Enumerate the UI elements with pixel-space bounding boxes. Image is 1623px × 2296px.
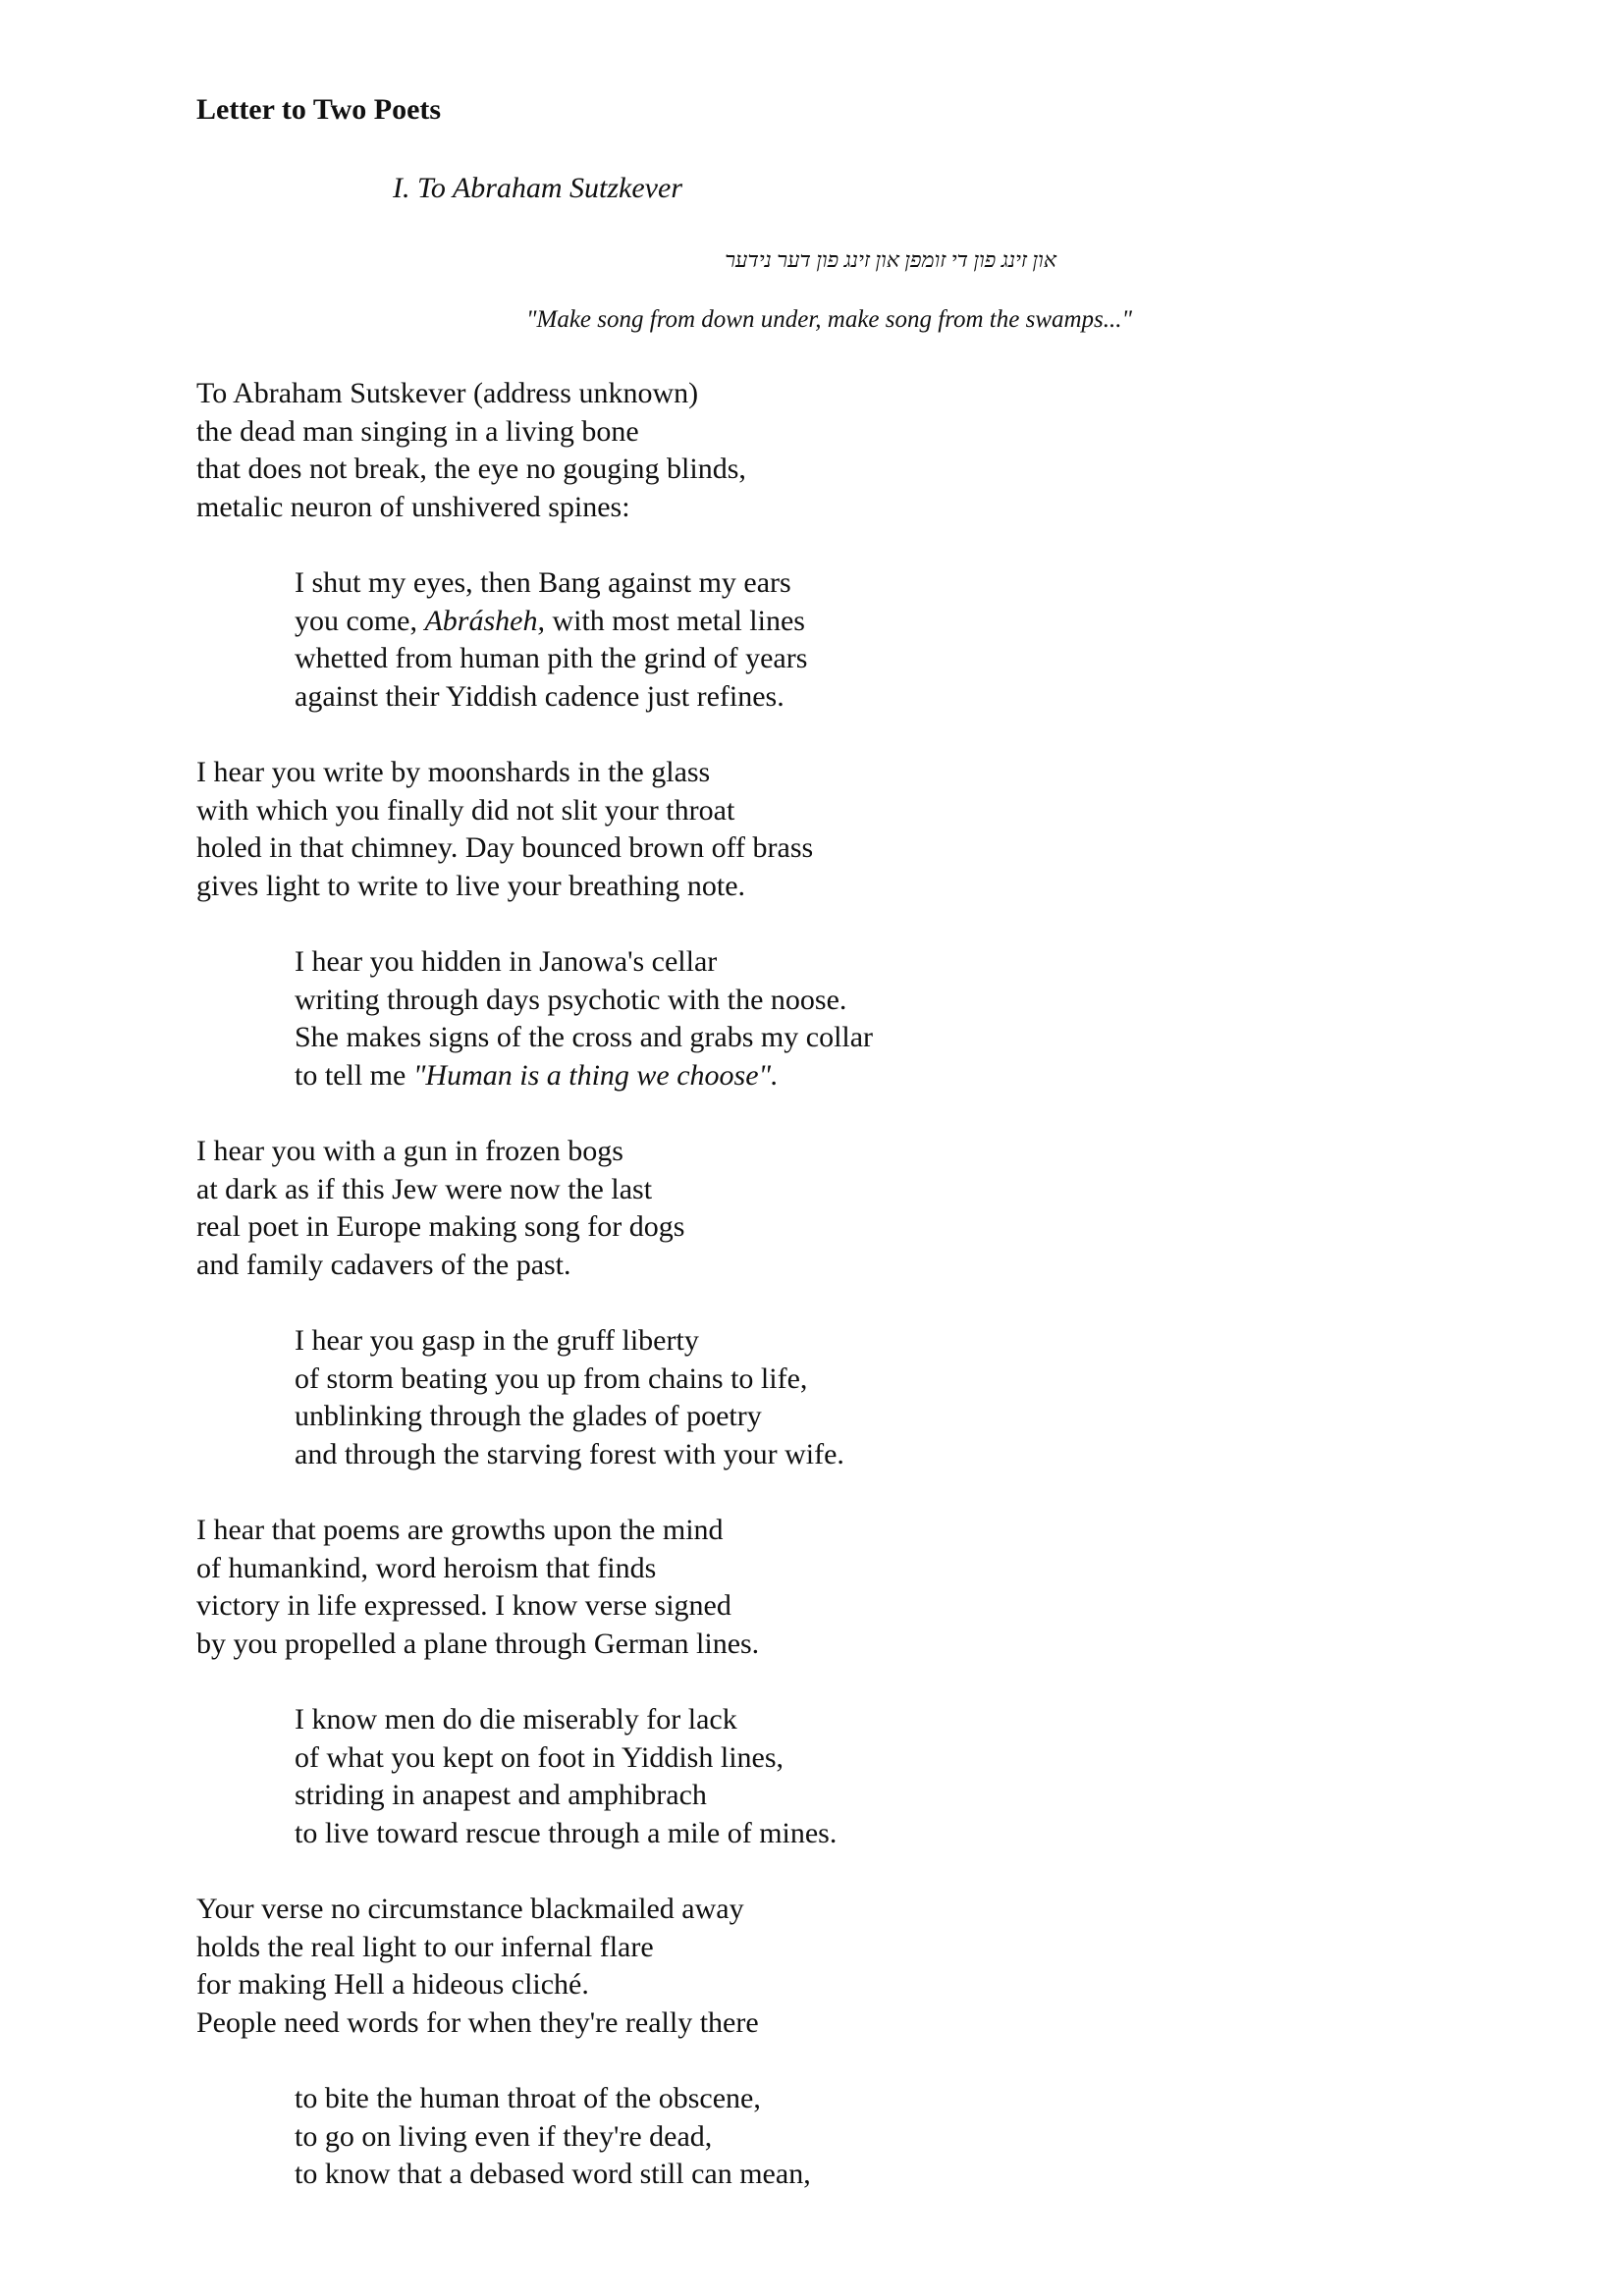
stanza-8	[295, 1701, 837, 1852]
stanza-line: to live toward rescue through a mile of mines.	[295, 1816, 838, 1849]
epigraph-english: "Make song from down under, make song from the swamps..."	[526, 306, 1133, 333]
line-segment: with most metal lines	[552, 604, 805, 637]
stanza-line: To Abraham Sutskever (address unknown)	[196, 377, 699, 409]
italic-name: Abrásheh,	[424, 604, 545, 637]
stanza-line: striding in anapest and amphibrach	[295, 1779, 707, 1812]
stanza-line: I shut my eyes, then Bang against my ears	[295, 566, 791, 599]
stanza-line: I know men do die miserably for lack	[295, 1703, 737, 1735]
stanza-line: I hear you write by moonshards in the glass	[196, 756, 711, 788]
stanza-5	[196, 1133, 684, 1284]
stanza-line: People need words for when they're really there	[196, 2005, 759, 2039]
stanza-line	[295, 1057, 873, 1095]
stanza-line: She makes signs of the cross and grabs my collar	[295, 1021, 874, 1054]
stanza-6	[295, 1322, 844, 1473]
stanza-line: real poet in Europe making song for dogs	[196, 1210, 685, 1244]
stanza-line: gives light to write to live your breathing note.	[196, 869, 746, 902]
stanza-9	[196, 1891, 759, 2042]
line-segment: to tell me	[295, 1058, 406, 1092]
stanza-line: victory in life expressed. I know verse signed	[196, 1589, 731, 1623]
stanza-line: of storm beating you up from chains to life,	[295, 1362, 808, 1395]
stanza-line: unblinking through the glades of poetry	[295, 1400, 762, 1433]
stanza-line: I hear that poems are growths upon the mind	[196, 1514, 724, 1546]
stanza-line: by you propelled a plane through German lines.	[196, 1627, 760, 1660]
line-segment: you come,	[295, 604, 417, 637]
stanza-line: whetted from human pith the grind of years	[295, 642, 808, 675]
epigraph-yiddish: און זינג פון די זומפן און זינג פון דער נידער	[725, 247, 1056, 272]
stanza-7	[196, 1512, 759, 1663]
stanza-line: I hear you gasp in the gruff liberty	[295, 1324, 699, 1357]
stanza-4	[295, 943, 873, 1095]
stanza-line: to know that a debased word still can mean,	[295, 2158, 811, 2191]
stanza-line: and family cadavers of the past.	[196, 1248, 571, 1281]
stanza-line: Your verse no circumstance blackmailed away	[196, 1893, 744, 1925]
stanza-line: against their Yiddish cadence just refines.	[295, 679, 784, 713]
stanza-line: to go on living even if they're dead,	[295, 2119, 713, 2153]
poem-title: Letter to Two Poets	[196, 93, 442, 126]
poem-subtitle: I. To Abraham Sutzkever	[393, 172, 682, 204]
stanza-3	[196, 754, 813, 905]
stanza-line: metalic neuron of unshivered spines:	[196, 490, 630, 523]
stanza-line	[295, 603, 807, 641]
stanza-line: writing through days psychotic with the noose.	[295, 983, 847, 1016]
stanza-line: and through the starving forest with your wife.	[295, 1437, 844, 1470]
stanza-1	[196, 375, 746, 526]
stanza-10	[295, 2080, 811, 2194]
stanza-line: that does not break, the eye no gouging blinds,	[196, 453, 746, 486]
stanza-line: to bite the human throat of the obscene,	[295, 2082, 761, 2114]
stanza-line: with which you finally did not slit your throat	[196, 793, 735, 827]
stanza-line: holds the real light to our infernal flare	[196, 1930, 654, 1963]
stanza-line: at dark as if this Jew were now the last	[196, 1172, 653, 1205]
stanza-line: I hear you with a gun in frozen bogs	[196, 1135, 623, 1167]
stanza-2	[295, 564, 807, 716]
stanza-line: of what you kept on foot in Yiddish lines,	[295, 1740, 784, 1774]
stanza-line: I hear you hidden in Janowa's cellar	[295, 945, 718, 978]
italic-quote: "Human is a thing we choose".	[412, 1058, 779, 1092]
stanza-line: for making Hell a hideous cliché.	[196, 1968, 589, 2002]
stanza-line: holed in that chimney. Day bounced brown off brass	[196, 831, 814, 865]
stanza-line: of humankind, word heroism that finds	[196, 1551, 657, 1584]
stanza-line: the dead man singing in a living bone	[196, 414, 639, 448]
